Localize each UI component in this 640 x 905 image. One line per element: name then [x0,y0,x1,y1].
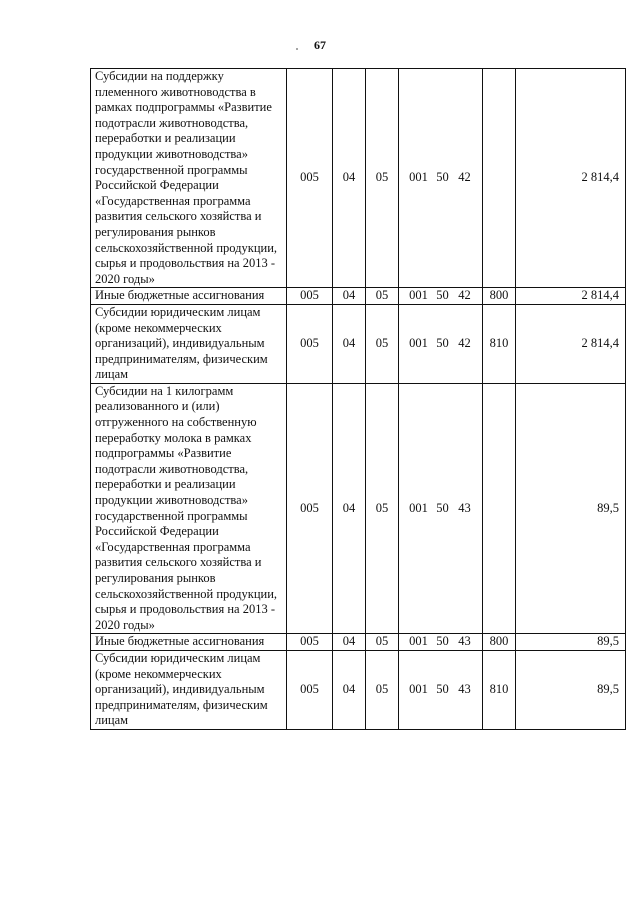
row-description: Иные бюджетные ассигнования [91,634,287,651]
target-code-part: 43 [458,634,471,649]
section-code: 04 [333,383,366,634]
page-number: 67 [314,38,326,52]
expense-type-code: 800 [483,288,516,305]
section-code: 04 [333,288,366,305]
table-row [91,383,626,634]
subsection-code: 05 [366,304,399,383]
subsection-code: 05 [366,650,399,729]
target-article-code [399,304,483,383]
expense-type-code: 810 [483,304,516,383]
target-article-code [399,634,483,651]
target-code-part: 001 [409,634,428,649]
expense-type-code [483,383,516,634]
table-row [91,69,626,288]
amount: 89,5 [516,650,626,729]
target-code-part: 001 [409,500,428,515]
budget-table [90,68,626,730]
target-code-part: 50 [436,634,449,649]
target-code-part: 50 [436,682,449,697]
subsection-code: 05 [366,288,399,305]
table-row [91,304,626,383]
target-code-part: 001 [409,288,428,303]
target-code-part: 50 [436,170,449,185]
ministry-code: 005 [287,634,333,651]
ministry-code: 005 [287,383,333,634]
target-code-part: 50 [436,336,449,351]
target-article-code [399,288,483,305]
amount: 89,5 [516,634,626,651]
section-code: 04 [333,650,366,729]
target-code-part: 42 [458,288,471,303]
subsection-code: 05 [366,383,399,634]
table-row [91,634,626,651]
amount: 2 814,4 [516,69,626,288]
target-code-part: 43 [458,500,471,515]
target-code-part: 001 [409,170,428,185]
scan-artifact [296,48,298,50]
target-article-code [399,69,483,288]
section-code: 04 [333,634,366,651]
target-code-part: 50 [436,288,449,303]
ministry-code: 005 [287,69,333,288]
target-code-part: 001 [409,682,428,697]
row-description: Субсидии на 1 килограмм реализованного и (или) отгруженного на собственную переработку молока в рамках подпрограммы «Развитие подотрасли животноводства, переработки и реализации продукции животноводства» государственной программы Российской Федерации «Государственная программа развития сельского хозяйства и регулирования рынков сельскохозяйственной продукции, сырья и продовольствия на 2013 - 2020 годы» [91,383,287,634]
subsection-code: 05 [366,69,399,288]
row-description: Субсидии юридическим лицам (кроме некоммерческих организаций), индивидуальным предпринимателям, физическим лицам [91,650,287,729]
expense-type-code: 800 [483,634,516,651]
expense-type-code: 810 [483,650,516,729]
target-code-part: 50 [436,500,449,515]
ministry-code: 005 [287,650,333,729]
row-description: Субсидии юридическим лицам (кроме некоммерческих организаций), индивидуальным предпринимателям, физическим лицам [91,304,287,383]
table-row [91,650,626,729]
target-code-part: 43 [458,682,471,697]
target-code-part: 42 [458,336,471,351]
row-description: Иные бюджетные ассигнования [91,288,287,305]
target-code-part: 001 [409,336,428,351]
target-article-code [399,650,483,729]
ministry-code: 005 [287,288,333,305]
amount: 2 814,4 [516,288,626,305]
amount: 2 814,4 [516,304,626,383]
target-code-part: 42 [458,170,471,185]
ministry-code: 005 [287,304,333,383]
row-description: Субсидии на поддержку племенного животноводства в рамках подпрограммы «Развитие подотрасли животноводства, переработки и реализации продукции животноводства» государственной программы Российской Федерации «Государственная программа развития сельского хозяйства и регулирования рынков сельскохозяйственной продукции, сырья и продовольствия на 2013 - 2020 годы» [91,69,287,288]
subsection-code: 05 [366,634,399,651]
amount: 89,5 [516,383,626,634]
table-row [91,288,626,305]
section-code: 04 [333,304,366,383]
expense-type-code [483,69,516,288]
target-article-code [399,383,483,634]
section-code: 04 [333,69,366,288]
